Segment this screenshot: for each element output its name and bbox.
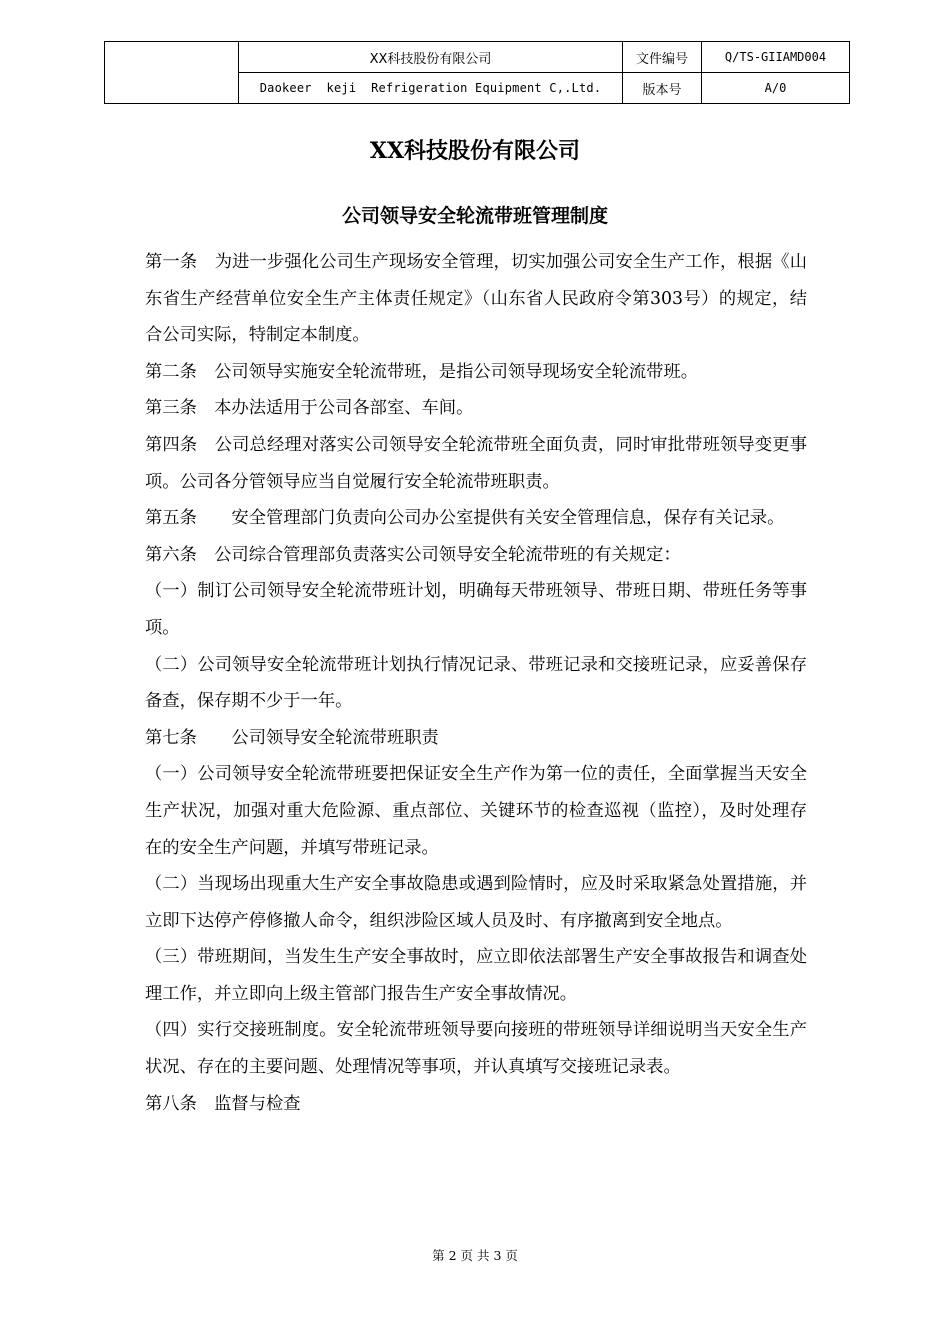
paragraph: （一）公司领导安全轮流带班要把保证安全生产作为第一位的责任，全面掌握当天安全生产状况，加强对重大危险源、重点部位、关键环节的检查巡视（监控），及时处理存在的安全生产问题，并填写带班记录。 xyxy=(145,764,807,858)
paragraph: （二）当现场出现重大生产安全事故隐患或遇到险情时，应及时采取紧急处置措施，并立即下达停产停修撤人命令，组织涉险区域人员及时、有序撤离到安全地点。 xyxy=(145,874,807,931)
paragraph: 第八条 监督与检查 xyxy=(145,1093,301,1114)
paragraph: 第四条 公司总经理对落实公司领导安全轮流带班全面负责，同时审批带班领导变更事项。公司各分管领导应当自觉履行安全轮流带班职责。 xyxy=(145,434,807,492)
paragraph: 第二条 公司领导实施安全轮流带班，是指公司领导现场安全轮流带班。 xyxy=(145,361,699,382)
company-title: XX科技股份有限公司 xyxy=(369,138,581,164)
paragraph: （四）实行交接班制度。安全轮流带班领导要向接班的带班领导详细说明当天安全生产状况、存在的主要问题、处理情况等事项，并认真填写交接班记录表。 xyxy=(145,1020,807,1078)
paragraph: （一）制订公司领导安全轮流带班计划，明确每天带班领导、带班日期、带班任务等事项。 xyxy=(145,581,807,638)
logo-cell xyxy=(105,42,239,104)
page-number-footer: 第 2 页 共 3 页 xyxy=(432,1248,518,1263)
document-body xyxy=(145,244,807,1122)
paragraph: 第三条 本办法适用于公司各部室、车间。 xyxy=(145,398,474,419)
paragraph: 第七条 公司领导安全轮流带班职责 xyxy=(145,727,439,748)
paragraph: 第一条 为进一步强化公司生产现场安全管理，切实加强公司安全生产工作，根据《山东省生产经营单位安全生产主体责任规定》（山东省人民政府令第303号）的规定，结合公司实际，特制定本制度。 xyxy=(145,252,807,346)
document-title: 公司领导安全轮流带班管理制度 xyxy=(341,205,608,227)
version-value: A/0 xyxy=(702,73,850,104)
header-company-cn: XX科技股份有限公司 xyxy=(239,42,623,73)
header-company-en: Daokeer keji Refrigeration Equipment C,.Ltd. xyxy=(239,73,623,104)
paragraph: 第五条 安全管理部门负责向公司办公室提供有关安全管理信息，保存有关记录。 xyxy=(145,508,785,529)
doc-no-value: Q/TS-GIIAMD004 xyxy=(702,42,850,73)
paragraph: （三）带班期间，当发生生产安全事故时，应立即依法部署生产安全事故报告和调查处理工作，并立即向上级主管部门报告生产安全事故情况。 xyxy=(145,947,807,1004)
version-label: 版本号 xyxy=(623,73,702,104)
paragraph: 第六条 公司综合管理部负责落实公司领导安全轮流带班的有关规定： xyxy=(145,544,681,565)
doc-no-label: 文件编号 xyxy=(623,42,702,73)
paragraph: （二）公司领导安全轮流带班计划执行情况记录、带班记录和交接班记录，应妥善保存备查，保存期不少于一年。 xyxy=(145,654,807,712)
document-header-table xyxy=(104,41,850,104)
